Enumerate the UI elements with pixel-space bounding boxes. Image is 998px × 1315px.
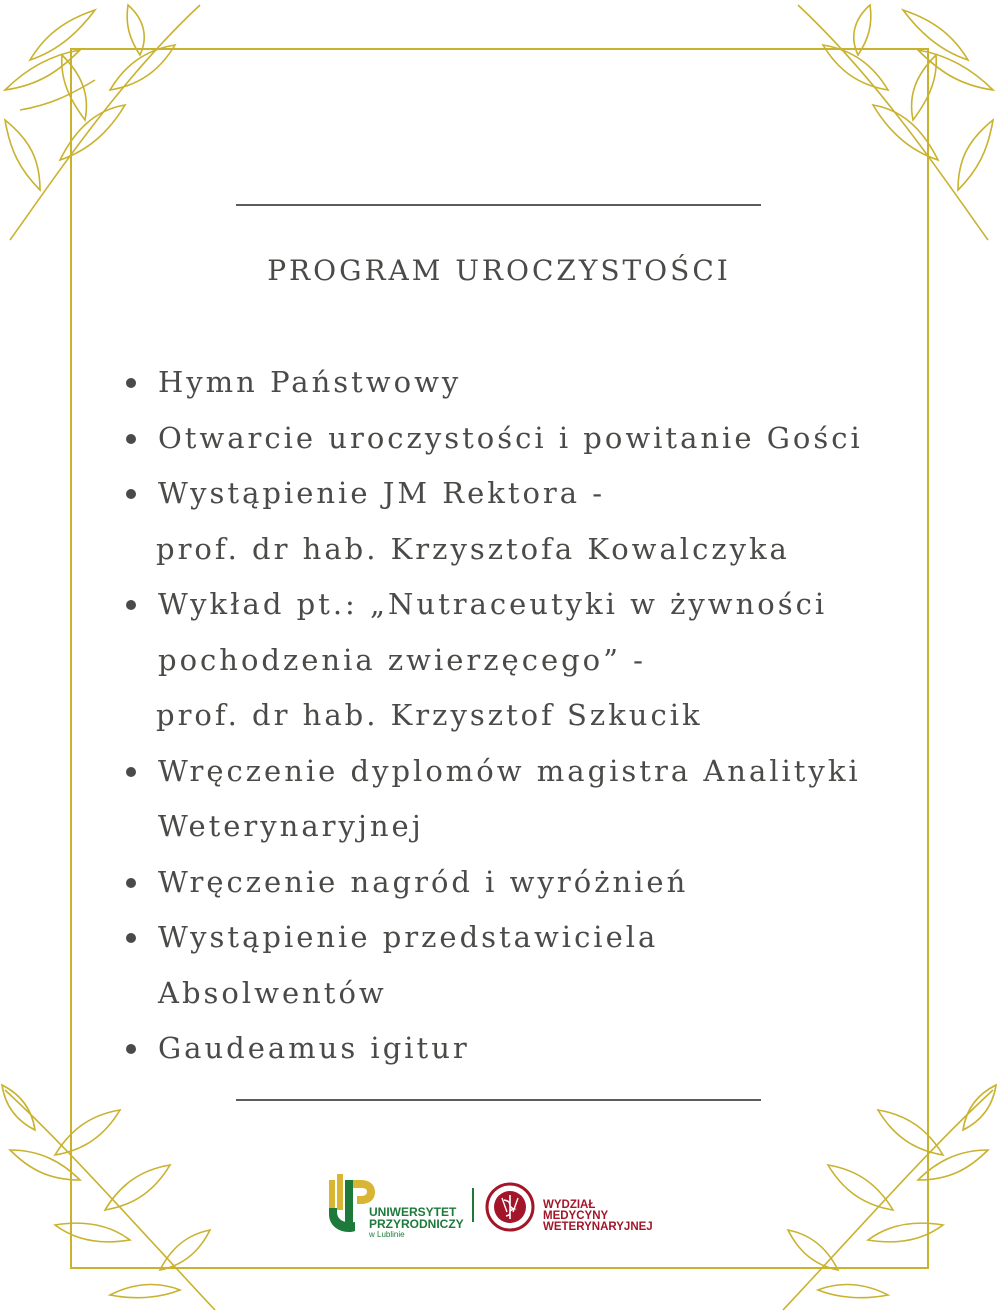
up-name-line3: w Lublinie [369, 1230, 405, 1239]
program-item-text: Weterynaryjnej [158, 809, 424, 843]
logo-separator [472, 1188, 474, 1222]
program-item [120, 1021, 920, 1077]
wmw-name-line3: WETERYNARYJNEJ [543, 1221, 653, 1233]
wmw-emblem-icon [485, 1182, 535, 1232]
program-item-text: prof. dr hab. Krzysztofa Kowalczyka [156, 531, 790, 566]
program-item-text: Wykład pt.: „Nutraceutyki w żywności [158, 587, 828, 621]
program-item-text: Wystąpienie przedstawiciela [158, 920, 659, 954]
leaf-ornament-bottom-left [0, 1070, 230, 1315]
program-item [120, 744, 920, 855]
bullet-icon [126, 767, 136, 777]
program-item-text: prof. dr hab. Krzysztof Szkucik [156, 698, 703, 732]
bullet-icon [126, 933, 136, 943]
page-title: PROGRAM UROCZYSTOŚCI [267, 254, 731, 287]
bullet-icon [126, 878, 136, 888]
program-item-text: Absolwentów [158, 975, 387, 1010]
program-item [120, 855, 920, 911]
bullet-icon [126, 1044, 136, 1054]
leaf-ornament-top-right [778, 0, 998, 250]
program-item-text: Gaudeamus igitur [158, 1031, 470, 1065]
top-divider [236, 204, 761, 206]
bullet-icon [126, 489, 136, 499]
program-item [120, 355, 920, 411]
program-list [120, 355, 920, 1077]
program-item [120, 910, 920, 1021]
bullet-icon [126, 434, 136, 444]
bullet-icon [126, 600, 136, 610]
up-name-line2: PRZYRODNICZY [369, 1217, 464, 1231]
leaf-ornament-top-left [0, 0, 220, 250]
leaf-ornament-bottom-right [768, 1070, 998, 1315]
program-item-text: pochodzenia zwierzęcego” - [158, 642, 646, 677]
program-item [120, 577, 920, 744]
program-item [120, 466, 920, 577]
up-name-line1: UNIWERSYTET [369, 1205, 457, 1219]
wmw-name-line1: WYDZIAŁ [543, 1199, 596, 1211]
program-item-text: Wręczenie nagród i wyróżnień [158, 864, 689, 899]
program-item-text: Wystąpienie JM Rektora - [158, 476, 606, 510]
program-item [120, 411, 920, 467]
bottom-divider [236, 1099, 761, 1101]
bullet-icon [126, 378, 136, 388]
program-item-text: Otwarcie uroczystości i powitanie Gości [158, 420, 863, 455]
program-item-text: Wręczenie dyplomów magistra Analityki [158, 753, 861, 788]
up-logo-icon [325, 1174, 375, 1234]
program-item-text: Hymn Państwowy [158, 365, 462, 399]
wmw-name-line2: MEDYCYNY [543, 1210, 609, 1222]
